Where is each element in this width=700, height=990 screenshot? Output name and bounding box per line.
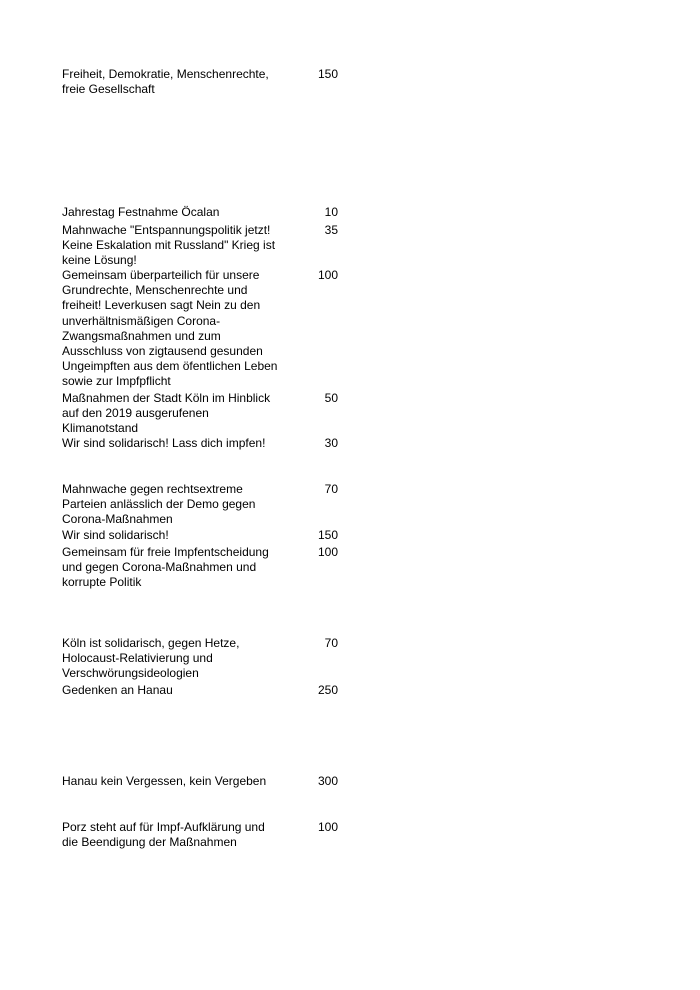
entry-count: 100 [317,820,338,834]
entry-title: Wir sind solidarisch! [62,528,169,542]
entry-title: Gedenken an Hanau [62,683,173,697]
entry-row [62,636,338,682]
entry-title: Jahrestag Festnahme Öcalan [62,205,220,219]
entry-row [62,391,338,437]
entry-title: Freiheit, Demokratie, Menschenrechte, freie Gesellschaft [62,67,269,97]
entry-row [62,436,338,451]
entry-row [62,205,338,220]
entry-count: 250 [317,683,338,697]
entry-count: 35 [324,223,338,237]
entry-row [62,223,338,269]
entry-title: Gemeinsam für freie Impfentscheidung und gegen Corona-Maßnahmen und korrupte Politik [62,545,269,590]
entry-count: 150 [317,67,338,81]
entry-row [62,268,338,390]
entry-title: Mahnwache "Entspannungspolitik jetzt! Keine Eskalation mit Russland" Krieg ist keine Lösung! [62,223,276,268]
entry-row [62,482,338,528]
entry-row [62,683,338,698]
entry-title: Maßnahmen der Stadt Köln im Hinblick auf den 2019 ausgerufenen Klimanotstand [62,391,271,436]
entry-count: 50 [324,391,338,405]
entry-title: Porz steht auf für Impf-Aufklärung und die Beendigung der Maßnahmen [62,820,265,850]
entry-title: Hanau kein Vergessen, kein Vergeben [62,774,267,788]
entry-count: 100 [317,545,338,559]
entry-count: 100 [317,268,338,282]
entry-row [62,820,338,850]
entry-title: Köln ist solidarisch, gegen Hetze, Holocaust-Relativierung und Verschwörungsideologien [62,636,240,681]
entry-title: Gemeinsam überparteilich für unsere Grundrechte, Menschenrechte und freiheit! Leverkusen sagt Nein zu den unverhältnismäßigen Corona-Zwangsmaßnahmen und zum Ausschluss von zigtausend gesunden Ungeimpften aus dem öfentlichen Leben sowie zur Impfpflicht [62,268,278,389]
entry-count: 150 [317,528,338,542]
entry-row [62,545,338,591]
entry-count: 70 [324,482,338,496]
entry-count: 70 [324,636,338,650]
entry-count: 300 [317,774,338,788]
entry-row [62,67,338,97]
entry-title: Wir sind solidarisch! Lass dich impfen! [62,436,266,450]
entry-title: Mahnwache gegen rechtsextreme Parteien anlässlich der Demo gegen Corona-Maßnahmen [62,482,256,527]
entry-row [62,774,338,789]
entry-count: 10 [324,205,338,219]
entry-row [62,528,338,543]
entry-count: 30 [324,436,338,450]
